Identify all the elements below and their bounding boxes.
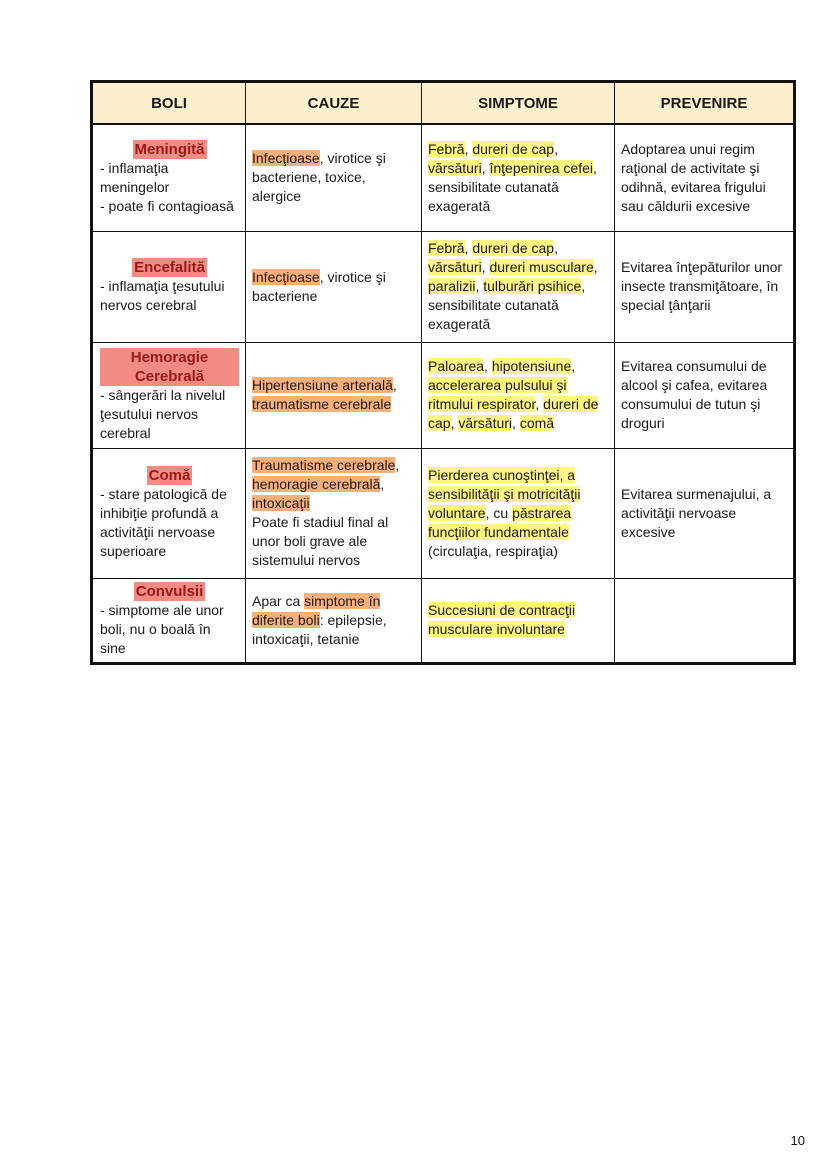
disease-name: Convulsii <box>135 583 204 600</box>
disease-desc: - sângerări la nivelul ţesutului nervos cerebral <box>100 386 226 441</box>
highlight-orange: Hipertensiune arterială <box>252 377 393 393</box>
highlight-yellow: dureri de cap <box>472 240 555 256</box>
table-row <box>92 448 795 578</box>
cell-simptome <box>422 578 615 663</box>
highlight-yellow: paralizii <box>428 278 476 294</box>
highlight-yellow: tulburări psihice <box>483 278 582 294</box>
highlight-yellow: comă <box>519 415 555 431</box>
header-boli: BOLI <box>92 82 246 125</box>
highlight-yellow: dureri musculare <box>489 259 594 275</box>
highlight-orange: Infecţioase <box>252 150 320 167</box>
highlight-yellow: Febră <box>428 140 465 157</box>
highlight-yellow: Succesiuni de contracţii musculare involuntare <box>428 602 576 637</box>
header-row <box>92 82 795 125</box>
disease-desc: - inflamaţia ţesutului nervos cerebral <box>100 278 225 313</box>
header-cauze: CAUZE <box>246 82 422 125</box>
cell-cauze: Apar ca simptome în diferite boli: epilepsie, intoxicaţii, tetanie <box>246 578 422 663</box>
disease-name: Hemoragie Cerebrală <box>100 348 239 386</box>
cell-prevenire: Evitarea surmenajului, a activităţii nervoase excesive <box>615 448 795 578</box>
cell-cauze: Infecţioase, virotice şi bacteriene <box>246 231 422 342</box>
highlight-yellow: păstrarea funcţiilor fundamentale <box>428 504 572 540</box>
page-number: 10 <box>790 1133 805 1148</box>
disease-desc: - stare patologică de inhibiţie profundă a activităţii nervoase superioare <box>100 485 227 559</box>
highlight-yellow: înţepenirea cefei <box>489 159 593 176</box>
cell-boli <box>92 342 246 448</box>
highlight-yellow: vărsături <box>458 415 513 431</box>
cell-cauze: Traumatisme cerebrale, hemoragie cerebrală, intoxicaţii Poate fi stadiul final al unor boli grave ale sistemului nervos <box>246 448 422 578</box>
cell-prevenire <box>615 578 795 663</box>
highlight-yellow: vărsături <box>428 159 482 176</box>
cell-prevenire: Evitarea înţepăturilor unor insecte transmiţătoare, în special ţânţarii <box>615 231 795 342</box>
highlight-orange: simptome în diferite boli <box>252 592 381 628</box>
table-row <box>92 578 795 663</box>
header-simptome: SIMPTOME <box>422 82 615 125</box>
cell-simptome: Febră, dureri de cap, vărsături, înţepenirea cefei, sensibilitate cutanată exagerată <box>422 124 615 231</box>
cell-boli <box>92 124 246 231</box>
cell-boli <box>92 231 246 342</box>
highlight-yellow: hipotensiune <box>491 358 572 374</box>
cell-boli <box>92 448 246 578</box>
header-prevenire: PREVENIRE <box>615 82 795 125</box>
highlight-orange: hemoragie cerebrală <box>252 476 381 492</box>
cell-prevenire: Adoptarea unui regim raţional de activitate şi odihnă, evitarea frigului sau căldurii excesive <box>615 124 795 231</box>
disease-name: Encefalită <box>134 259 205 276</box>
highlight-yellow: accelerarea pulsului şi ritmului respirator <box>428 377 567 412</box>
disease-desc: - inflamaţia meningelor - poate fi contagioasă <box>100 159 234 214</box>
table-row <box>92 124 795 231</box>
disease-name: Meningită <box>134 140 205 158</box>
diseases-table <box>90 80 796 665</box>
highlight-orange: traumatisme cerebrale <box>252 396 392 412</box>
highlight-yellow: dureri de cap <box>428 396 599 431</box>
highlight-yellow: Pierderea cunoştinţei, a sensibilităţii şi motricităţii voluntare <box>428 466 581 521</box>
highlight-yellow: dureri de cap <box>472 140 555 157</box>
cell-simptome: Paloarea, hipotensiune, accelerarea pulsului şi ritmului respirator, dureri de cap, vărsături, comă <box>422 342 615 448</box>
disease-name: Comă <box>148 466 191 484</box>
highlight-orange: intoxicaţii <box>252 495 310 511</box>
cell-cauze: Infecţioase, virotice şi bacteriene, toxice, alergice <box>246 124 422 231</box>
highlight-yellow: Paloarea <box>428 358 485 374</box>
cell-simptome: Febră, dureri de cap, vărsături, dureri musculare, paralizii, tulburări psihice, sensibilitate cutanată exagerată <box>422 231 615 342</box>
highlight-yellow: vărsături <box>428 259 482 275</box>
cell-boli <box>92 578 246 663</box>
disease-desc: - simptome ale unor boli, nu o boală în sine <box>100 602 224 656</box>
table-row <box>92 342 795 448</box>
table-row <box>92 231 795 342</box>
highlight-yellow: Febră <box>428 240 465 256</box>
cell-prevenire: Evitarea consumului de alcool şi cafea, evitarea consumului de tutun şi droguri <box>615 342 795 448</box>
highlight-orange: Traumatisme cerebrale <box>252 457 396 473</box>
cell-simptome: Pierderea cunoştinţei, a sensibilităţii şi motricităţii voluntare, cu păstrarea funcţiilor fundamentale (circulaţia, respiraţia) <box>422 448 615 578</box>
cell-cauze: Hipertensiune arterială, traumatisme cerebrale <box>246 342 422 448</box>
highlight-orange: Infecţioase <box>252 268 320 285</box>
